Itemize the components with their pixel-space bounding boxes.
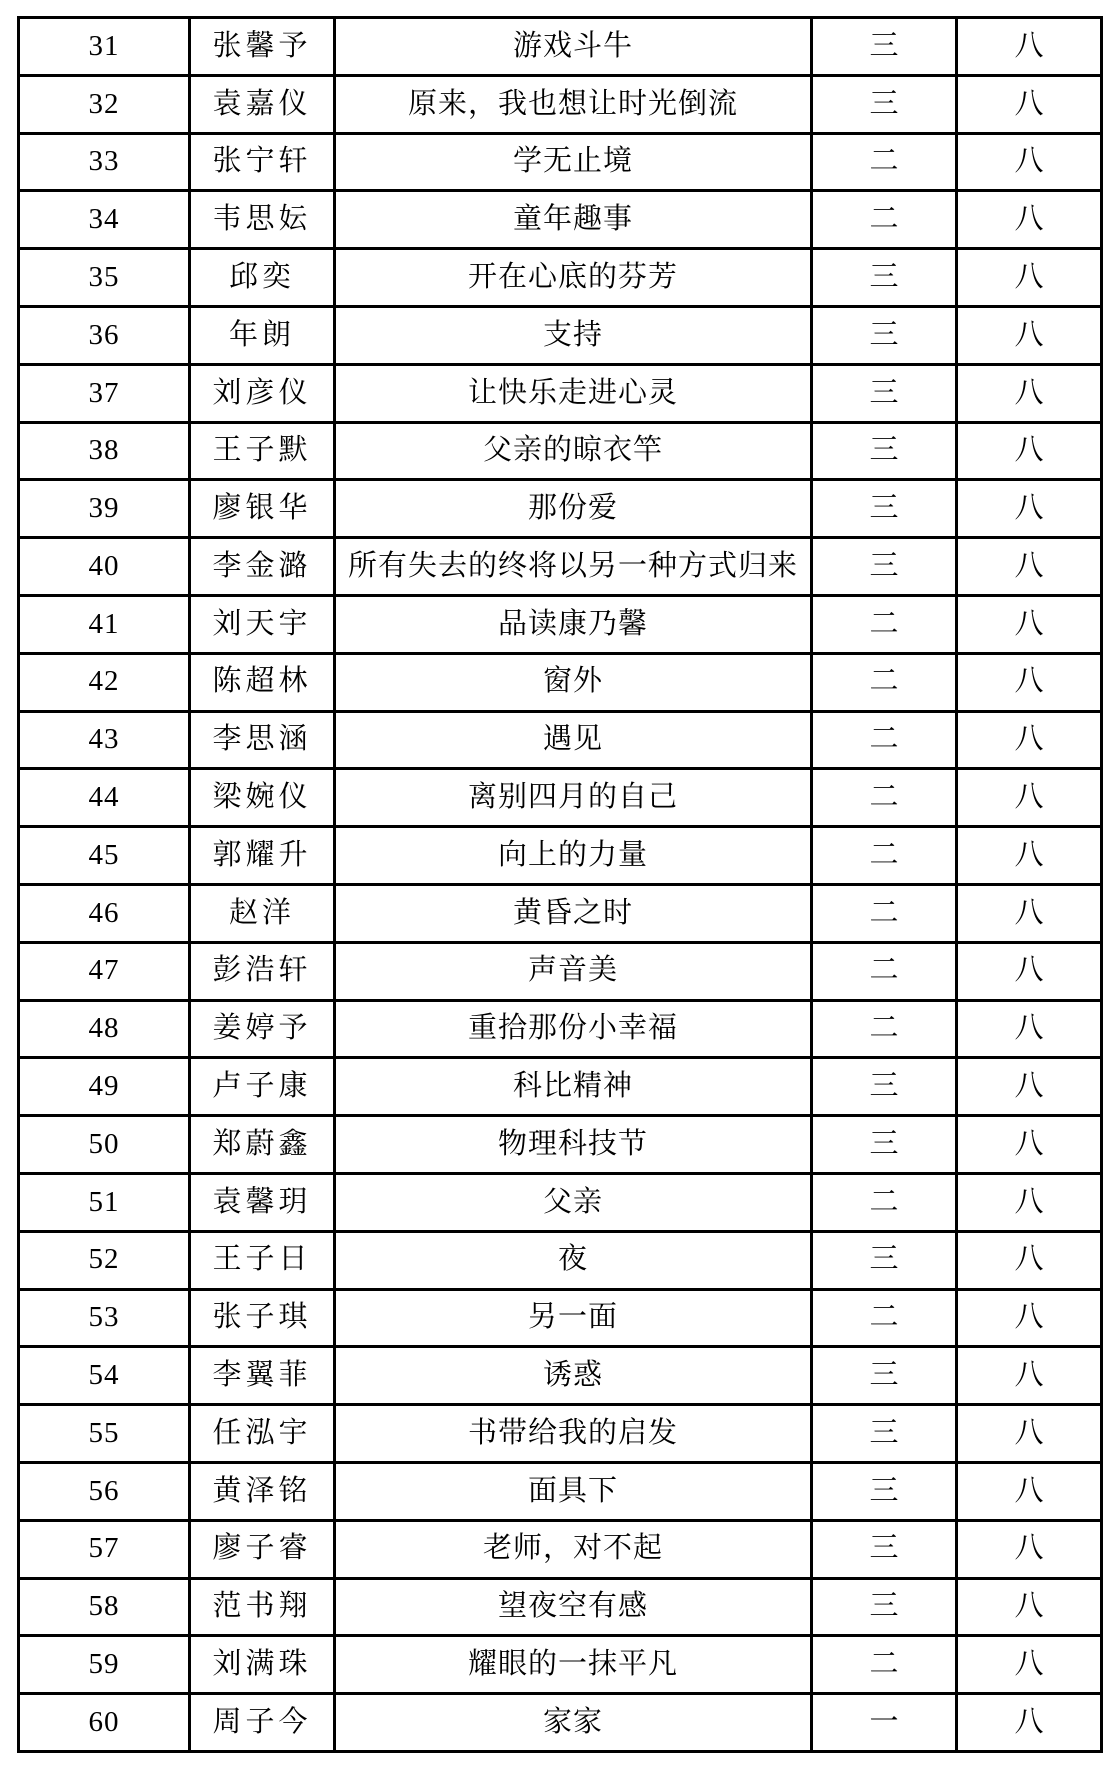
row-number-cell: 36 <box>19 306 190 364</box>
essay-title-cell: 品读康乃馨 <box>335 595 812 653</box>
student-name-cell: 王子默 <box>190 422 335 480</box>
student-name-cell: 范书翔 <box>190 1578 335 1636</box>
essay-title-cell: 所有失去的终将以另一种方式归来 <box>335 538 812 596</box>
essay-title-cell: 向上的力量 <box>335 827 812 885</box>
student-name-cell: 赵洋 <box>190 884 335 942</box>
essay-title-cell: 离别四月的自己 <box>335 769 812 827</box>
grade-cell: 八 <box>957 1000 1102 1058</box>
grade-cell: 八 <box>957 1405 1102 1463</box>
prize-level-cell: 三 <box>812 1116 957 1174</box>
grade-cell: 八 <box>957 884 1102 942</box>
essay-title-cell: 面具下 <box>335 1462 812 1520</box>
table-row <box>19 1578 1102 1636</box>
grade-cell: 八 <box>957 306 1102 364</box>
student-name-cell: 陈超林 <box>190 653 335 711</box>
student-name-cell: 邱奕 <box>190 249 335 307</box>
grade-cell: 八 <box>957 769 1102 827</box>
student-name-cell: 张馨予 <box>190 18 335 76</box>
prize-level-cell: 二 <box>812 827 957 885</box>
table-row <box>19 249 1102 307</box>
grade-cell: 八 <box>957 1347 1102 1405</box>
essay-title-cell: 黄昏之时 <box>335 884 812 942</box>
table-row <box>19 1058 1102 1116</box>
essay-title-cell: 学无止境 <box>335 133 812 191</box>
table-row <box>19 1173 1102 1231</box>
student-name-cell: 郑蔚鑫 <box>190 1116 335 1174</box>
row-number-cell: 35 <box>19 249 190 307</box>
table-row <box>19 942 1102 1000</box>
prize-level-cell: 二 <box>812 653 957 711</box>
prize-level-cell: 二 <box>812 711 957 769</box>
student-name-cell: 卢子康 <box>190 1058 335 1116</box>
row-number-cell: 31 <box>19 18 190 76</box>
prize-level-cell: 三 <box>812 1578 957 1636</box>
prize-level-cell: 三 <box>812 75 957 133</box>
essay-title-cell: 遇见 <box>335 711 812 769</box>
essay-title-cell: 诱惑 <box>335 1347 812 1405</box>
row-number-cell: 46 <box>19 884 190 942</box>
table-row <box>19 595 1102 653</box>
essay-title-cell: 重拾那份小幸福 <box>335 1000 812 1058</box>
row-number-cell: 45 <box>19 827 190 885</box>
table-row <box>19 480 1102 538</box>
grade-cell: 八 <box>957 18 1102 76</box>
student-name-cell: 刘满珠 <box>190 1636 335 1694</box>
row-number-cell: 50 <box>19 1116 190 1174</box>
student-name-cell: 张子琪 <box>190 1289 335 1347</box>
prize-level-cell: 三 <box>812 306 957 364</box>
row-number-cell: 41 <box>19 595 190 653</box>
row-number-cell: 49 <box>19 1058 190 1116</box>
row-number-cell: 40 <box>19 538 190 596</box>
student-name-cell: 张宁轩 <box>190 133 335 191</box>
grade-cell: 八 <box>957 942 1102 1000</box>
student-name-cell: 黄泽铭 <box>190 1462 335 1520</box>
row-number-cell: 47 <box>19 942 190 1000</box>
grade-cell: 八 <box>957 1636 1102 1694</box>
prize-level-cell: 三 <box>812 480 957 538</box>
grade-cell: 八 <box>957 1116 1102 1174</box>
grade-cell: 八 <box>957 1289 1102 1347</box>
table-row <box>19 1231 1102 1289</box>
prize-level-cell: 三 <box>812 538 957 596</box>
student-name-cell: 姜婷予 <box>190 1000 335 1058</box>
table-row <box>19 1694 1102 1752</box>
essay-title-cell: 望夜空有感 <box>335 1578 812 1636</box>
student-name-cell: 彭浩轩 <box>190 942 335 1000</box>
table-row <box>19 133 1102 191</box>
grade-cell: 八 <box>957 653 1102 711</box>
table-row <box>19 653 1102 711</box>
essay-title-cell: 父亲 <box>335 1173 812 1231</box>
prize-level-cell: 二 <box>812 942 957 1000</box>
prize-level-cell: 二 <box>812 769 957 827</box>
row-number-cell: 59 <box>19 1636 190 1694</box>
prize-level-cell: 三 <box>812 1347 957 1405</box>
row-number-cell: 60 <box>19 1694 190 1752</box>
table-row <box>19 1347 1102 1405</box>
student-name-cell: 郭耀升 <box>190 827 335 885</box>
row-number-cell: 43 <box>19 711 190 769</box>
essay-title-cell: 另一面 <box>335 1289 812 1347</box>
prize-level-cell: 二 <box>812 1173 957 1231</box>
prize-level-cell: 二 <box>812 1636 957 1694</box>
row-number-cell: 55 <box>19 1405 190 1463</box>
row-number-cell: 48 <box>19 1000 190 1058</box>
row-number-cell: 32 <box>19 75 190 133</box>
prize-level-cell: 三 <box>812 18 957 76</box>
grade-cell: 八 <box>957 249 1102 307</box>
student-name-cell: 廖银华 <box>190 480 335 538</box>
essay-title-cell: 物理科技节 <box>335 1116 812 1174</box>
award-table-body <box>19 18 1102 1752</box>
grade-cell: 八 <box>957 1694 1102 1752</box>
prize-level-cell: 二 <box>812 1000 957 1058</box>
row-number-cell: 38 <box>19 422 190 480</box>
grade-cell: 八 <box>957 1058 1102 1116</box>
essay-title-cell: 家家 <box>335 1694 812 1752</box>
table-row <box>19 538 1102 596</box>
grade-cell: 八 <box>957 191 1102 249</box>
essay-title-cell: 开在心底的芬芳 <box>335 249 812 307</box>
student-name-cell: 李金潞 <box>190 538 335 596</box>
table-row <box>19 1462 1102 1520</box>
row-number-cell: 44 <box>19 769 190 827</box>
prize-level-cell: 二 <box>812 884 957 942</box>
table-row <box>19 711 1102 769</box>
student-name-cell: 周子今 <box>190 1694 335 1752</box>
grade-cell: 八 <box>957 364 1102 422</box>
table-row <box>19 1405 1102 1463</box>
row-number-cell: 52 <box>19 1231 190 1289</box>
row-number-cell: 39 <box>19 480 190 538</box>
student-name-cell: 李翼菲 <box>190 1347 335 1405</box>
essay-title-cell: 科比精神 <box>335 1058 812 1116</box>
row-number-cell: 34 <box>19 191 190 249</box>
prize-level-cell: 一 <box>812 1694 957 1752</box>
essay-title-cell: 游戏斗牛 <box>335 18 812 76</box>
row-number-cell: 57 <box>19 1520 190 1578</box>
prize-level-cell: 二 <box>812 191 957 249</box>
prize-level-cell: 三 <box>812 1520 957 1578</box>
essay-title-cell: 那份爱 <box>335 480 812 538</box>
student-name-cell: 袁馨玥 <box>190 1173 335 1231</box>
student-name-cell: 李思涵 <box>190 711 335 769</box>
prize-level-cell: 三 <box>812 1231 957 1289</box>
table-row <box>19 1000 1102 1058</box>
essay-title-cell: 童年趣事 <box>335 191 812 249</box>
essay-title-cell: 支持 <box>335 306 812 364</box>
essay-title-cell: 夜 <box>335 1231 812 1289</box>
grade-cell: 八 <box>957 133 1102 191</box>
essay-title-cell: 窗外 <box>335 653 812 711</box>
prize-level-cell: 二 <box>812 595 957 653</box>
student-name-cell: 梁婉仪 <box>190 769 335 827</box>
essay-title-cell: 原来，我也想让时光倒流 <box>335 75 812 133</box>
row-number-cell: 58 <box>19 1578 190 1636</box>
grade-cell: 八 <box>957 538 1102 596</box>
table-row <box>19 1116 1102 1174</box>
essay-title-cell: 书带给我的启发 <box>335 1405 812 1463</box>
table-row <box>19 1520 1102 1578</box>
student-name-cell: 刘天宇 <box>190 595 335 653</box>
student-name-cell: 袁嘉仪 <box>190 75 335 133</box>
grade-cell: 八 <box>957 1578 1102 1636</box>
student-name-cell: 年朗 <box>190 306 335 364</box>
essay-title-cell: 父亲的晾衣竿 <box>335 422 812 480</box>
prize-level-cell: 三 <box>812 364 957 422</box>
prize-level-cell: 二 <box>812 1289 957 1347</box>
table-row <box>19 191 1102 249</box>
award-table <box>17 16 1103 1753</box>
prize-level-cell: 三 <box>812 1405 957 1463</box>
prize-level-cell: 三 <box>812 1462 957 1520</box>
table-row <box>19 1636 1102 1694</box>
table-row <box>19 769 1102 827</box>
essay-title-cell: 声音美 <box>335 942 812 1000</box>
student-name-cell: 廖子睿 <box>190 1520 335 1578</box>
prize-level-cell: 三 <box>812 1058 957 1116</box>
grade-cell: 八 <box>957 1462 1102 1520</box>
table-row <box>19 884 1102 942</box>
row-number-cell: 56 <box>19 1462 190 1520</box>
row-number-cell: 53 <box>19 1289 190 1347</box>
table-row <box>19 827 1102 885</box>
row-number-cell: 42 <box>19 653 190 711</box>
grade-cell: 八 <box>957 595 1102 653</box>
grade-cell: 八 <box>957 422 1102 480</box>
prize-level-cell: 三 <box>812 422 957 480</box>
table-row <box>19 306 1102 364</box>
student-name-cell: 韦思妘 <box>190 191 335 249</box>
essay-title-cell: 老师，对不起 <box>335 1520 812 1578</box>
table-row <box>19 18 1102 76</box>
essay-title-cell: 耀眼的一抹平凡 <box>335 1636 812 1694</box>
grade-cell: 八 <box>957 1231 1102 1289</box>
student-name-cell: 王子日 <box>190 1231 335 1289</box>
student-name-cell: 任泓宇 <box>190 1405 335 1463</box>
row-number-cell: 37 <box>19 364 190 422</box>
grade-cell: 八 <box>957 1173 1102 1231</box>
student-name-cell: 刘彦仪 <box>190 364 335 422</box>
table-row <box>19 364 1102 422</box>
prize-level-cell: 二 <box>812 133 957 191</box>
grade-cell: 八 <box>957 480 1102 538</box>
essay-title-cell: 让快乐走进心灵 <box>335 364 812 422</box>
row-number-cell: 54 <box>19 1347 190 1405</box>
grade-cell: 八 <box>957 711 1102 769</box>
prize-level-cell: 三 <box>812 249 957 307</box>
table-row <box>19 422 1102 480</box>
grade-cell: 八 <box>957 75 1102 133</box>
grade-cell: 八 <box>957 1520 1102 1578</box>
row-number-cell: 51 <box>19 1173 190 1231</box>
table-row <box>19 1289 1102 1347</box>
row-number-cell: 33 <box>19 133 190 191</box>
table-row <box>19 75 1102 133</box>
grade-cell: 八 <box>957 827 1102 885</box>
